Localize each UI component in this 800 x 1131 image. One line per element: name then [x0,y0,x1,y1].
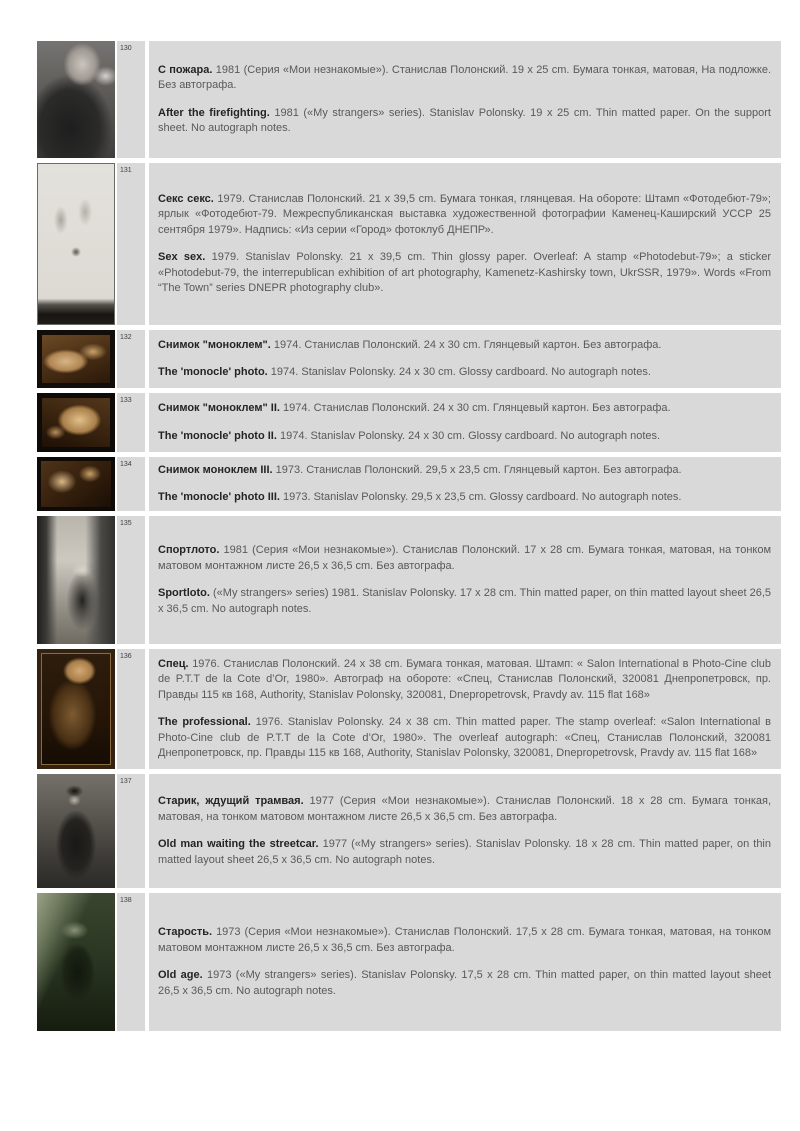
catalog-entry-134 [37,457,781,511]
entry-number-cell [117,649,145,769]
title-ru: Снимок "моноклем". [158,338,271,351]
entry-number-cell [117,516,145,644]
body-en: 1981 («My strangers» series). Stanislav Polonsky. 19 x 25 cm. Thin matted paper. On the support sheet. No autograph notes. [158,106,771,134]
entry-number-cell [117,330,145,388]
entry-number-cell [117,457,145,511]
body-en: 1973 («My strangers» series). Stanislav Polonsky. 17,5 x 28 cm. Thin matted paper, on thin matted layout sheet 26,5 x 36,5 cm. No autograph notes. [158,969,772,997]
russian-paragraph [158,543,771,574]
title-ru: Старик, ждущий трамвая. [158,795,304,807]
english-paragraph [158,837,771,868]
english-paragraph [158,968,771,999]
entry-description [149,649,781,769]
entry-description [149,457,781,511]
entry-number-cell [117,774,145,888]
english-paragraph [158,715,771,762]
photo-thumbnail-137 [37,774,115,888]
catalog-entry-135 [37,516,781,644]
photo-thumbnail-136 [37,649,115,769]
body-ru: 1974. Станислав Полонский. 24 x 30 cm. Глянцевый картон. Без автографа. [273,338,662,351]
title-en: Old man waiting the streetcar. [158,838,319,850]
russian-paragraph [158,463,771,479]
body-en: («My strangers» series) 1981. Stanislav Polonsky. 17 x 28 cm. Thin matted paper, on thin matted layout sheet 26,5 x 36,5 cm. No autograph notes. [158,587,772,615]
photo-thumbnail-130 [37,41,115,158]
body-en: 1974. Stanislav Polonsky. 24 x 30 cm. Glossy cardboard. No autograph notes. [270,366,651,378]
entry-number: 138 [120,897,132,904]
body-en: 1976. Stanislav Polonsky. 24 x 38 cm. Thin matted paper. The stamp overleaf: «Salon International в Photo-Cine club de P.T.T de la Cote d’Or, 1980». The overleaf autograph: «Спец, Станислав Полонский, 320081 Днепропетровск, пр. Правды 115 кв 168, Authority, Stanislav Polonsky, 320081, Dnepropetrovsk, Pravdy av. 115 flat 168» [158,716,772,759]
body-en: 1974. Stanislav Polonsky. 24 x 30 cm. Glossy cardboard. No autograph notes. [279,429,661,442]
title-ru: Секс секс. [158,192,214,205]
catalog-entry-130 [37,41,781,158]
english-paragraph [158,490,771,506]
title-en: The professional. [158,716,251,728]
entry-description [149,330,781,388]
body-ru: 1981 (Серия «Мои незнакомые»). Станислав Полонский. 17 x 28 cm. Бумага тонкая, матовая, на тонком матовом монтажном листе 26,5 x 36,5 cm. Без автографа. [158,544,772,572]
title-ru: Снимок "моноклем" II. [158,402,280,414]
english-paragraph [158,429,771,445]
entry-description [149,774,781,888]
russian-paragraph [158,794,771,825]
title-en: Old age. [158,969,203,981]
title-en: After the firefighting. [158,106,270,119]
photo-thumbnail-134 [37,457,115,511]
photo-thumbnail-133 [37,393,115,452]
english-paragraph [158,365,771,381]
russian-paragraph [158,338,771,354]
entry-description [149,393,781,452]
title-en: The 'monocle' photo. [158,366,268,378]
catalog-entry-133 [37,393,781,452]
body-en: 1979. Stanislav Polonsky. 21 x 39,5 cm. Thin glossy paper. Overleaf: A stamp «Photodebut-79»; a sticker «Photodebut-79, the interrepublican exhibition of art photography, Kamenetz-Kashirsky town, UkrSSR, 1979». Words «From “The Town” series DNEPR photography club». [158,251,771,294]
entry-description [149,41,781,158]
entry-number: 135 [120,520,132,527]
body-ru: 1973. Станислав Полонский. 29,5 x 23,5 cm. Глянцевый картон. Без автографа. [275,463,682,476]
title-ru: С пожара. [158,63,213,76]
title-ru: Старость. [158,926,213,938]
title-en: The 'monocle' photo II. [158,429,277,442]
catalog-entry-132 [37,330,781,388]
entry-number: 132 [120,334,132,341]
body-ru: 1974. Станислав Полонский. 24 x 30 cm. Глянцевый картон. Без автографа. [283,402,671,414]
entry-number-cell [117,393,145,452]
catalog-entry-137 [37,774,781,888]
entry-number: 133 [120,397,132,404]
english-paragraph [158,586,771,617]
catalog-entry-131 [37,163,781,325]
body-ru: 1973 (Серия «Мои незнакомые»). Станислав Полонский. 17,5 x 28 cm. Бумага тонкая, матовая, на тонком матовом монтажном листе 26,5 x 36,5 cm. Без автографа. [158,926,772,954]
english-paragraph [158,106,771,137]
entry-number: 136 [120,653,132,660]
russian-paragraph [158,63,771,94]
russian-paragraph [158,401,771,417]
entry-number: 131 [120,167,132,174]
entry-description [149,893,781,1031]
photo-thumbnail-131 [37,163,115,325]
title-en: Sportloto. [158,587,210,599]
entry-number: 130 [120,45,132,52]
entry-number: 137 [120,778,132,785]
russian-paragraph [158,192,771,239]
body-ru: 1979. Станислав Полонский. 21 x 39,5 cm. Бумага тонкая, глянцевая. На обороте: Штамп «Фотодебют-79»; ярлык «Фотодебют-79. Межреспубликанская выставка художественной фотографии Каменец-Каширский УССР 25 сентября 1979». Надпись: «Из серии «Город» фотоклуб ДНЕПР». [158,192,771,236]
body-en: 1977 («My strangers» series). Stanislav Polonsky. 18 x 28 cm. Thin matted paper, on thin matted layout sheet 26,5 x 36,5 cm. No autograph notes. [158,838,771,866]
russian-paragraph [158,925,771,956]
body-en: 1973. Stanislav Polonsky. 29,5 x 23,5 cm. Glossy cardboard. No autograph notes. [283,491,682,503]
catalog-entry-138 [37,893,781,1031]
body-ru: 1981 (Серия «Мои незнакомые»). Станислав Полонский. 19 x 25 cm. Бумага тонкая, матовая, На подложке. Без автографа. [158,63,772,91]
title-en: Sex sex. [158,251,206,263]
photo-thumbnail-132 [37,330,115,388]
russian-paragraph [158,657,771,704]
entry-number: 134 [120,461,132,468]
photo-thumbnail-135 [37,516,115,644]
entry-number-cell [117,893,145,1031]
entry-description [149,163,781,325]
entry-description [149,516,781,644]
entry-number-cell [117,163,145,325]
title-en: The 'monocle' photo III. [158,491,280,503]
title-ru: Спортлото. [158,544,220,556]
title-ru: Снимок моноклем III. [158,463,273,476]
catalog-entry-136 [37,649,781,769]
title-ru: Спец. [158,657,189,670]
english-paragraph [158,250,771,297]
photo-thumbnail-138 [37,893,115,1031]
entry-number-cell [117,41,145,158]
body-ru: 1977 (Серия «Мои незнакомые»). Станислав Полонский. 18 x 28 cm. Бумага тонкая, матовая, на тонком матовом монтажном листе 26,5 x 36,5 cm. Без автографа. [158,795,772,823]
body-ru: 1976. Станислав Полонский. 24 x 38 cm. Бумага тонкая, матовая. Штамп: « Salon International в Photo-Cine club de P.T.T de la Cote d’Or, 1980». Автограф на обороте: «Спец, Станислав Полонский, 320081 Днепропетровск, пр. Правды 115 кв 168, Authority, Stanislav Polonsky, 320081, Dnepropetrovsk, Pravdy av. 115 flat 168» [158,657,771,701]
